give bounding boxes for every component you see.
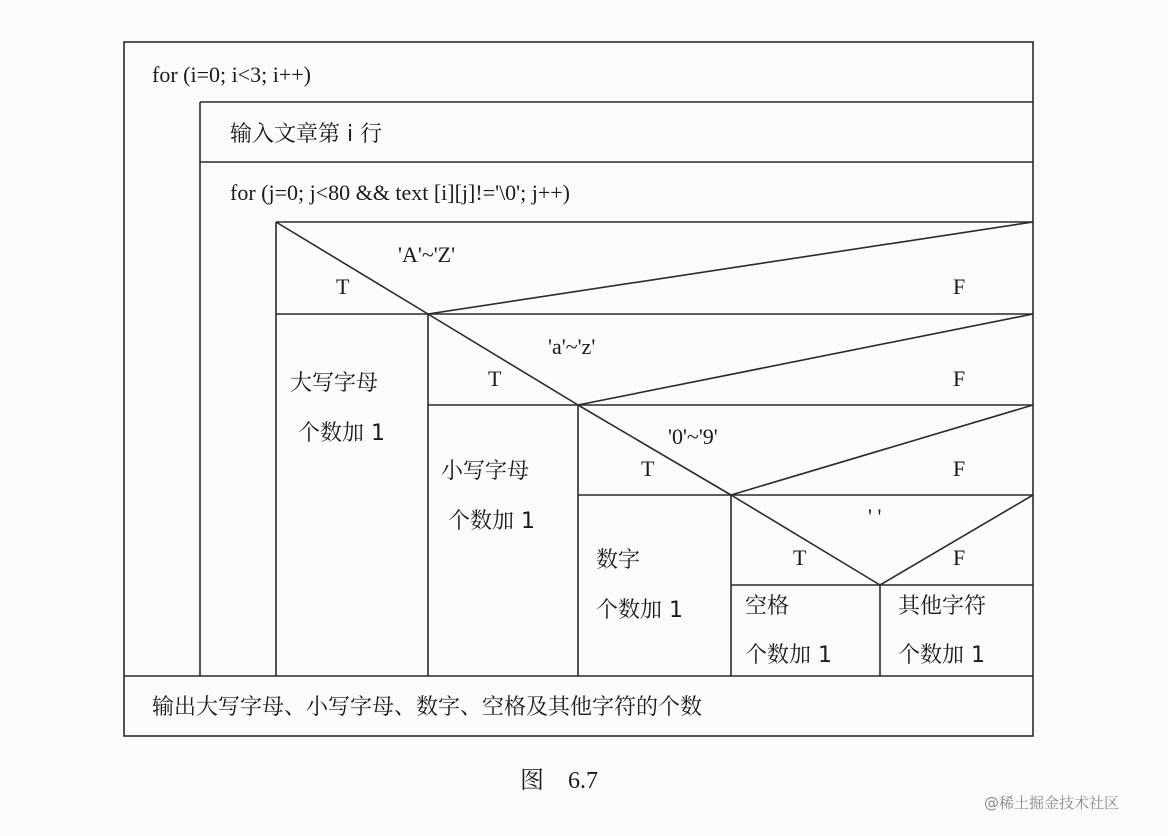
decision-lowercase xyxy=(428,314,1033,405)
digit-action-line2: 个数加 1 xyxy=(596,598,683,623)
decision-2-true-diagonal xyxy=(428,314,578,405)
outer-loop-label: for (i=0; i<3; i++) xyxy=(152,62,311,87)
figure-caption: 图 6.7 xyxy=(520,768,598,794)
lower-action-line1: 小写字母 xyxy=(441,459,530,484)
input-step-label: 输入文章第 i 行 xyxy=(230,122,383,147)
space-action-line1: 空格 xyxy=(745,594,790,619)
decision-2-condition: 'a'~'z' xyxy=(548,334,596,359)
decision-1-true-diagonal xyxy=(276,222,428,314)
decision-1-condition: 'A'~'Z' xyxy=(398,242,456,267)
decision-2-true: T xyxy=(488,366,502,391)
upper-action-line2: 个数加 1 xyxy=(298,421,385,446)
upper-action-line1: 大写字母 xyxy=(290,371,379,396)
other-action-line1: 其他字符 xyxy=(898,594,987,619)
decision-3-true-diagonal xyxy=(578,405,731,495)
decision-4-true-diagonal xyxy=(731,495,880,585)
space-action-line2: 个数加 1 xyxy=(745,643,832,668)
decision-1-true: T xyxy=(336,274,350,299)
decision-uppercase xyxy=(276,222,1033,314)
output-step-label: 输出大写字母、小写字母、数字、空格及其他字符的个数 xyxy=(152,695,703,720)
lower-action-line2: 个数加 1 xyxy=(448,509,535,534)
decision-1-false-diagonal xyxy=(428,222,1033,314)
watermark: @稀土掘金技术社区 xyxy=(984,794,1120,812)
decision-digit xyxy=(578,405,1033,495)
decision-4-false: F xyxy=(953,545,966,570)
decision-2-false: F xyxy=(953,366,966,391)
decision-3-false: F xyxy=(953,456,966,481)
other-action-line2: 个数加 1 xyxy=(898,643,985,668)
digit-action-line1: 数字 xyxy=(596,548,641,573)
decision-3-condition: '0'~'9' xyxy=(668,424,718,449)
decision-4-false-diagonal xyxy=(880,495,1033,585)
decision-4-true: T xyxy=(793,545,807,570)
decision-4-condition: ' ' xyxy=(868,504,882,529)
decision-1-false: F xyxy=(953,274,966,299)
decision-2-false-diagonal xyxy=(578,314,1033,405)
inner-loop-label: for (j=0; j<80 && text [i][j]!='\0'; j++) xyxy=(230,180,571,205)
decision-3-false-diagonal xyxy=(731,405,1033,495)
decision-3-true: T xyxy=(641,456,655,481)
